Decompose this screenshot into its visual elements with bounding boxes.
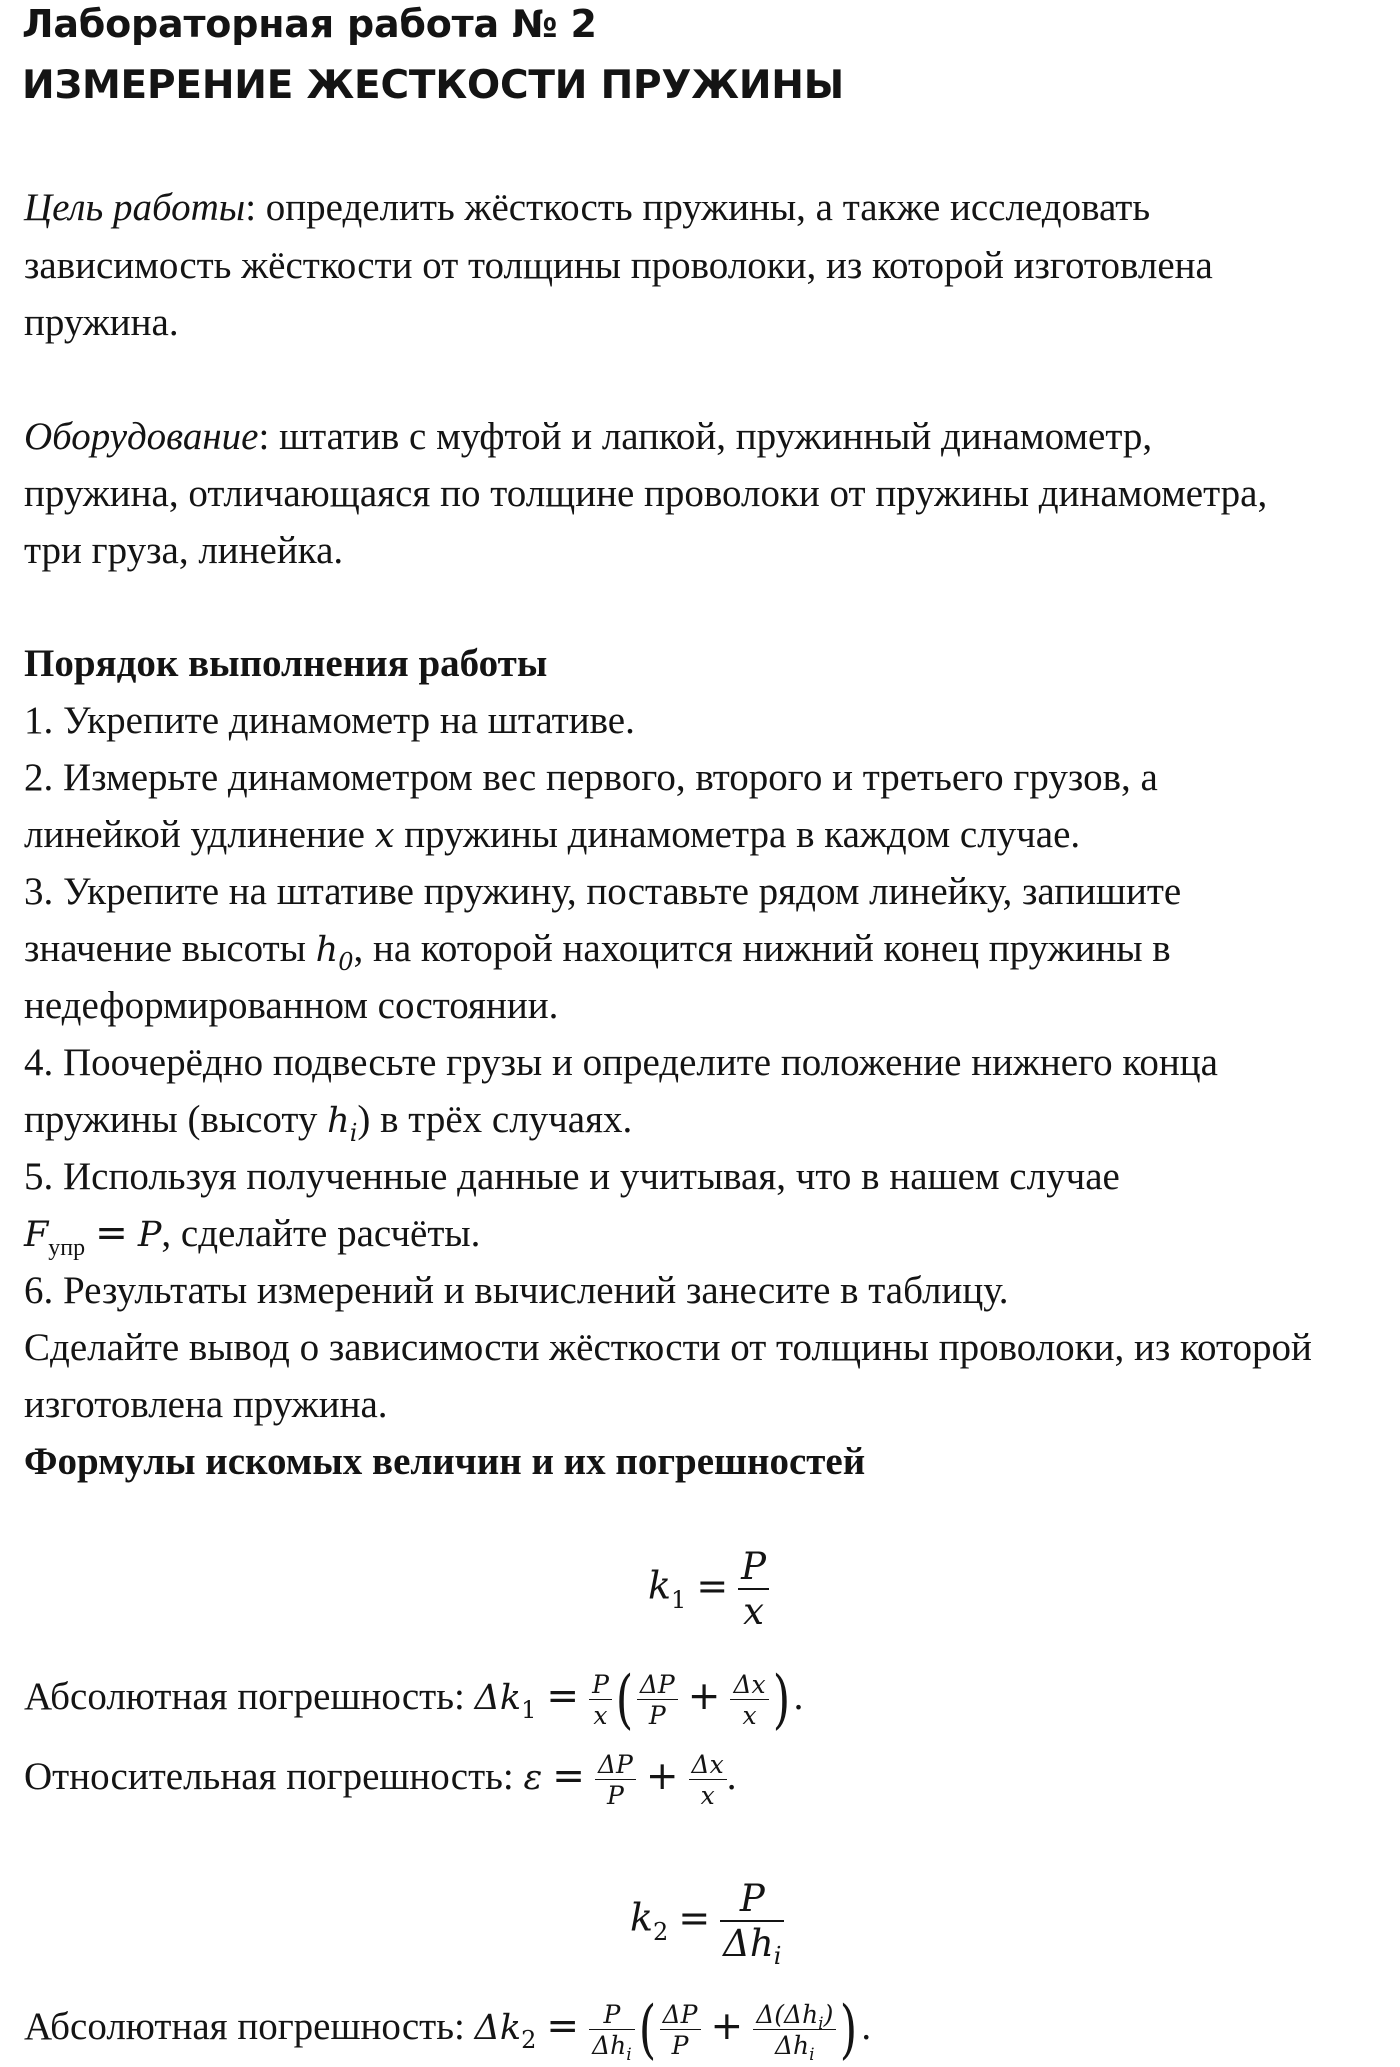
frac-num: Δx	[730, 1672, 768, 1700]
eq-sign: =	[552, 1753, 585, 1799]
lab-title: Лабораторная работа № 2	[22, 2, 597, 46]
sub-i: i	[809, 2045, 815, 2065]
var-P: P	[137, 1215, 162, 1255]
eq-sign: =	[546, 2003, 580, 2049]
formulas-title: Формулы искомых величин и их погрешностей	[24, 1440, 866, 1483]
step-2-line-2	[24, 811, 1080, 860]
conclusion-line-1: Сделайте вывод о зависимости жёсткости от толщины проволоки, из которой	[24, 1326, 1312, 1369]
dk-symbol: Δk	[474, 2007, 522, 2048]
rel-label: Относительная погрешность:	[24, 1754, 524, 1798]
equals-sign: =	[95, 1211, 128, 1256]
frac-den	[720, 1922, 784, 1970]
procedure-title: Порядок выполнения работы	[24, 642, 548, 685]
step-3-line-2	[24, 925, 1171, 977]
fraction-dx-over-x	[730, 1672, 768, 1728]
abs-label: Абсолютная погрешность:	[24, 1674, 475, 1718]
dh-symbol: Δh	[774, 2031, 810, 2060]
plus-sign: +	[645, 1753, 679, 1799]
step-2-text-b: пружины динамометра в каждом случае.	[394, 813, 1081, 856]
right-paren: )	[840, 1993, 858, 2067]
sub-1: 1	[521, 1695, 537, 1724]
sub-i: i	[818, 2014, 824, 2034]
equipment-line-2: пружина, отличающаяся по толщине проволоки от пружины динамометра,	[24, 472, 1268, 515]
var-F: F	[24, 1215, 49, 1255]
sub-i: i	[773, 1942, 782, 1970]
dk-symbol: Δk	[474, 1677, 522, 1718]
fraction-ddh-over-dh	[753, 2000, 836, 2065]
period: .	[726, 1754, 737, 1798]
frac-den: P	[671, 2031, 689, 2060]
eps-symbol: ε	[523, 1757, 543, 1798]
plus-sign: +	[710, 2003, 744, 2049]
fraction-P-over-x	[738, 1545, 769, 1633]
frac-num: P	[738, 1548, 769, 1590]
step-1: 1. Укрепите динамометр на штативе.	[24, 699, 635, 742]
frac-num: ΔP	[637, 1672, 678, 1700]
frac-num: P	[589, 2002, 635, 2030]
frac-num	[753, 2000, 836, 2034]
step-5-line-1: 5. Используя полученные данные и учитывая, что в нашем случае	[24, 1155, 1120, 1198]
eq-sign: =	[678, 1895, 711, 1940]
step-3-line-1: 3. Укрепите на штативе пружину, поставьте рядом линейку, запишите	[24, 870, 1182, 913]
sub-2: 2	[653, 1917, 669, 1946]
step-4-text-a: пружины (высоту	[24, 1098, 328, 1141]
formula-k2	[630, 1877, 784, 1970]
goal-label: Цель работы	[24, 186, 246, 229]
formula-k1	[648, 1545, 769, 1633]
fraction-dx-over-x	[689, 1752, 727, 1808]
frac-num: P	[720, 1880, 784, 1922]
step-4-line-1: 4. Поочерёдно подвесьте грузы и определите положение нижнего конца	[24, 1041, 1218, 1084]
right-paren: )	[772, 1663, 790, 1737]
ddh-text: Δ(Δh	[756, 2000, 819, 2029]
fraction-P-over-dh	[720, 1877, 784, 1970]
goal-line-2: зависимость жёсткости от толщины проволоки, из которой изготовлена	[24, 244, 1213, 287]
step-4-text-b: ) в трёх случаях.	[357, 1098, 633, 1141]
frac-den	[753, 2030, 836, 2065]
abs-error-k2	[24, 1993, 872, 2067]
goal-line-1	[24, 184, 1150, 232]
frac-num: ΔP	[660, 2002, 701, 2030]
k-symbol: k	[630, 1895, 654, 1940]
ddh-close: )	[823, 2000, 834, 2029]
plus-sign: +	[687, 1673, 721, 1719]
fraction-P-over-dh	[589, 2000, 635, 2065]
sub-1: 1	[671, 1585, 687, 1614]
dh-symbol: Δh	[592, 2031, 627, 2060]
frac-den	[589, 2030, 635, 2065]
var-h-i: h	[327, 1101, 350, 1141]
equipment-text-1: : штатив с муфтой и лапкой, пружинный динамометр,	[258, 415, 1153, 458]
abs-error-k1	[24, 1663, 804, 1737]
frac-den: P	[607, 1781, 624, 1810]
fraction-dP-over-P	[637, 1672, 678, 1728]
equipment-label: Оборудование	[24, 415, 259, 458]
frac-den: P	[648, 1701, 666, 1730]
dh-symbol: Δh	[723, 1922, 774, 1965]
equipment-line-1	[24, 413, 1152, 461]
sub-0: 0	[338, 948, 354, 976]
step-5-text-b: , сделайте расчёты.	[161, 1212, 481, 1255]
frac-num: ΔP	[595, 1752, 636, 1780]
sub-upr: упр	[48, 1235, 86, 1261]
frac-num: P	[589, 1672, 612, 1700]
abs-label: Абсолютная погрешность:	[24, 2004, 475, 2048]
sub-2: 2	[521, 2025, 537, 2054]
rel-error	[24, 1752, 736, 1808]
step-6: 6. Результаты измерений и вычислений занесите в таблицу.	[24, 1269, 1009, 1312]
step-2-text-a: линейкой удлинение	[24, 813, 375, 856]
step-3-text-b: , на которой нахоцится нижний конец пружины в	[353, 927, 1171, 970]
step-3-text-a: значение высоты	[24, 927, 316, 970]
frac-den: x	[743, 1590, 765, 1633]
fraction-dP-over-P	[595, 1752, 636, 1808]
sub-i: i	[349, 1119, 358, 1147]
equipment-line-3: три груза, линейка.	[24, 529, 344, 572]
left-paren: (	[638, 1993, 656, 2067]
lab-subtitle: ИЗМЕРЕНИЕ ЖЕСТКОСТИ ПРУЖИНЫ	[22, 63, 844, 108]
frac-den: x	[593, 1701, 608, 1730]
var-x: x	[374, 816, 395, 856]
step-4-line-2	[24, 1096, 632, 1148]
step-3-line-3: недеформированном состоянии.	[24, 984, 559, 1027]
eq-sign: =	[546, 1673, 580, 1719]
conclusion-line-2: изготовлена пружина.	[24, 1383, 388, 1426]
goal-line-3: пружина.	[24, 301, 179, 344]
eq-sign: =	[696, 1563, 729, 1608]
frac-num: Δx	[689, 1752, 727, 1780]
fraction-P-over-x	[589, 1672, 612, 1728]
goal-text-1: : определить жёсткость пружины, а также исследовать	[245, 186, 1151, 229]
fraction-dP-over-P	[660, 2002, 701, 2058]
var-h: h	[315, 930, 339, 970]
period: .	[793, 1674, 804, 1718]
left-paren: (	[615, 1663, 634, 1737]
frac-den: x	[742, 1701, 757, 1730]
k-symbol: k	[648, 1563, 672, 1608]
step-5-line-2	[24, 1210, 480, 1263]
sub-i: i	[626, 2045, 632, 2065]
frac-den: x	[700, 1781, 715, 1810]
step-2-line-1: 2. Измерьте динамометром вес первого, второго и третьего грузов, а	[24, 756, 1158, 799]
period: .	[861, 2004, 872, 2048]
